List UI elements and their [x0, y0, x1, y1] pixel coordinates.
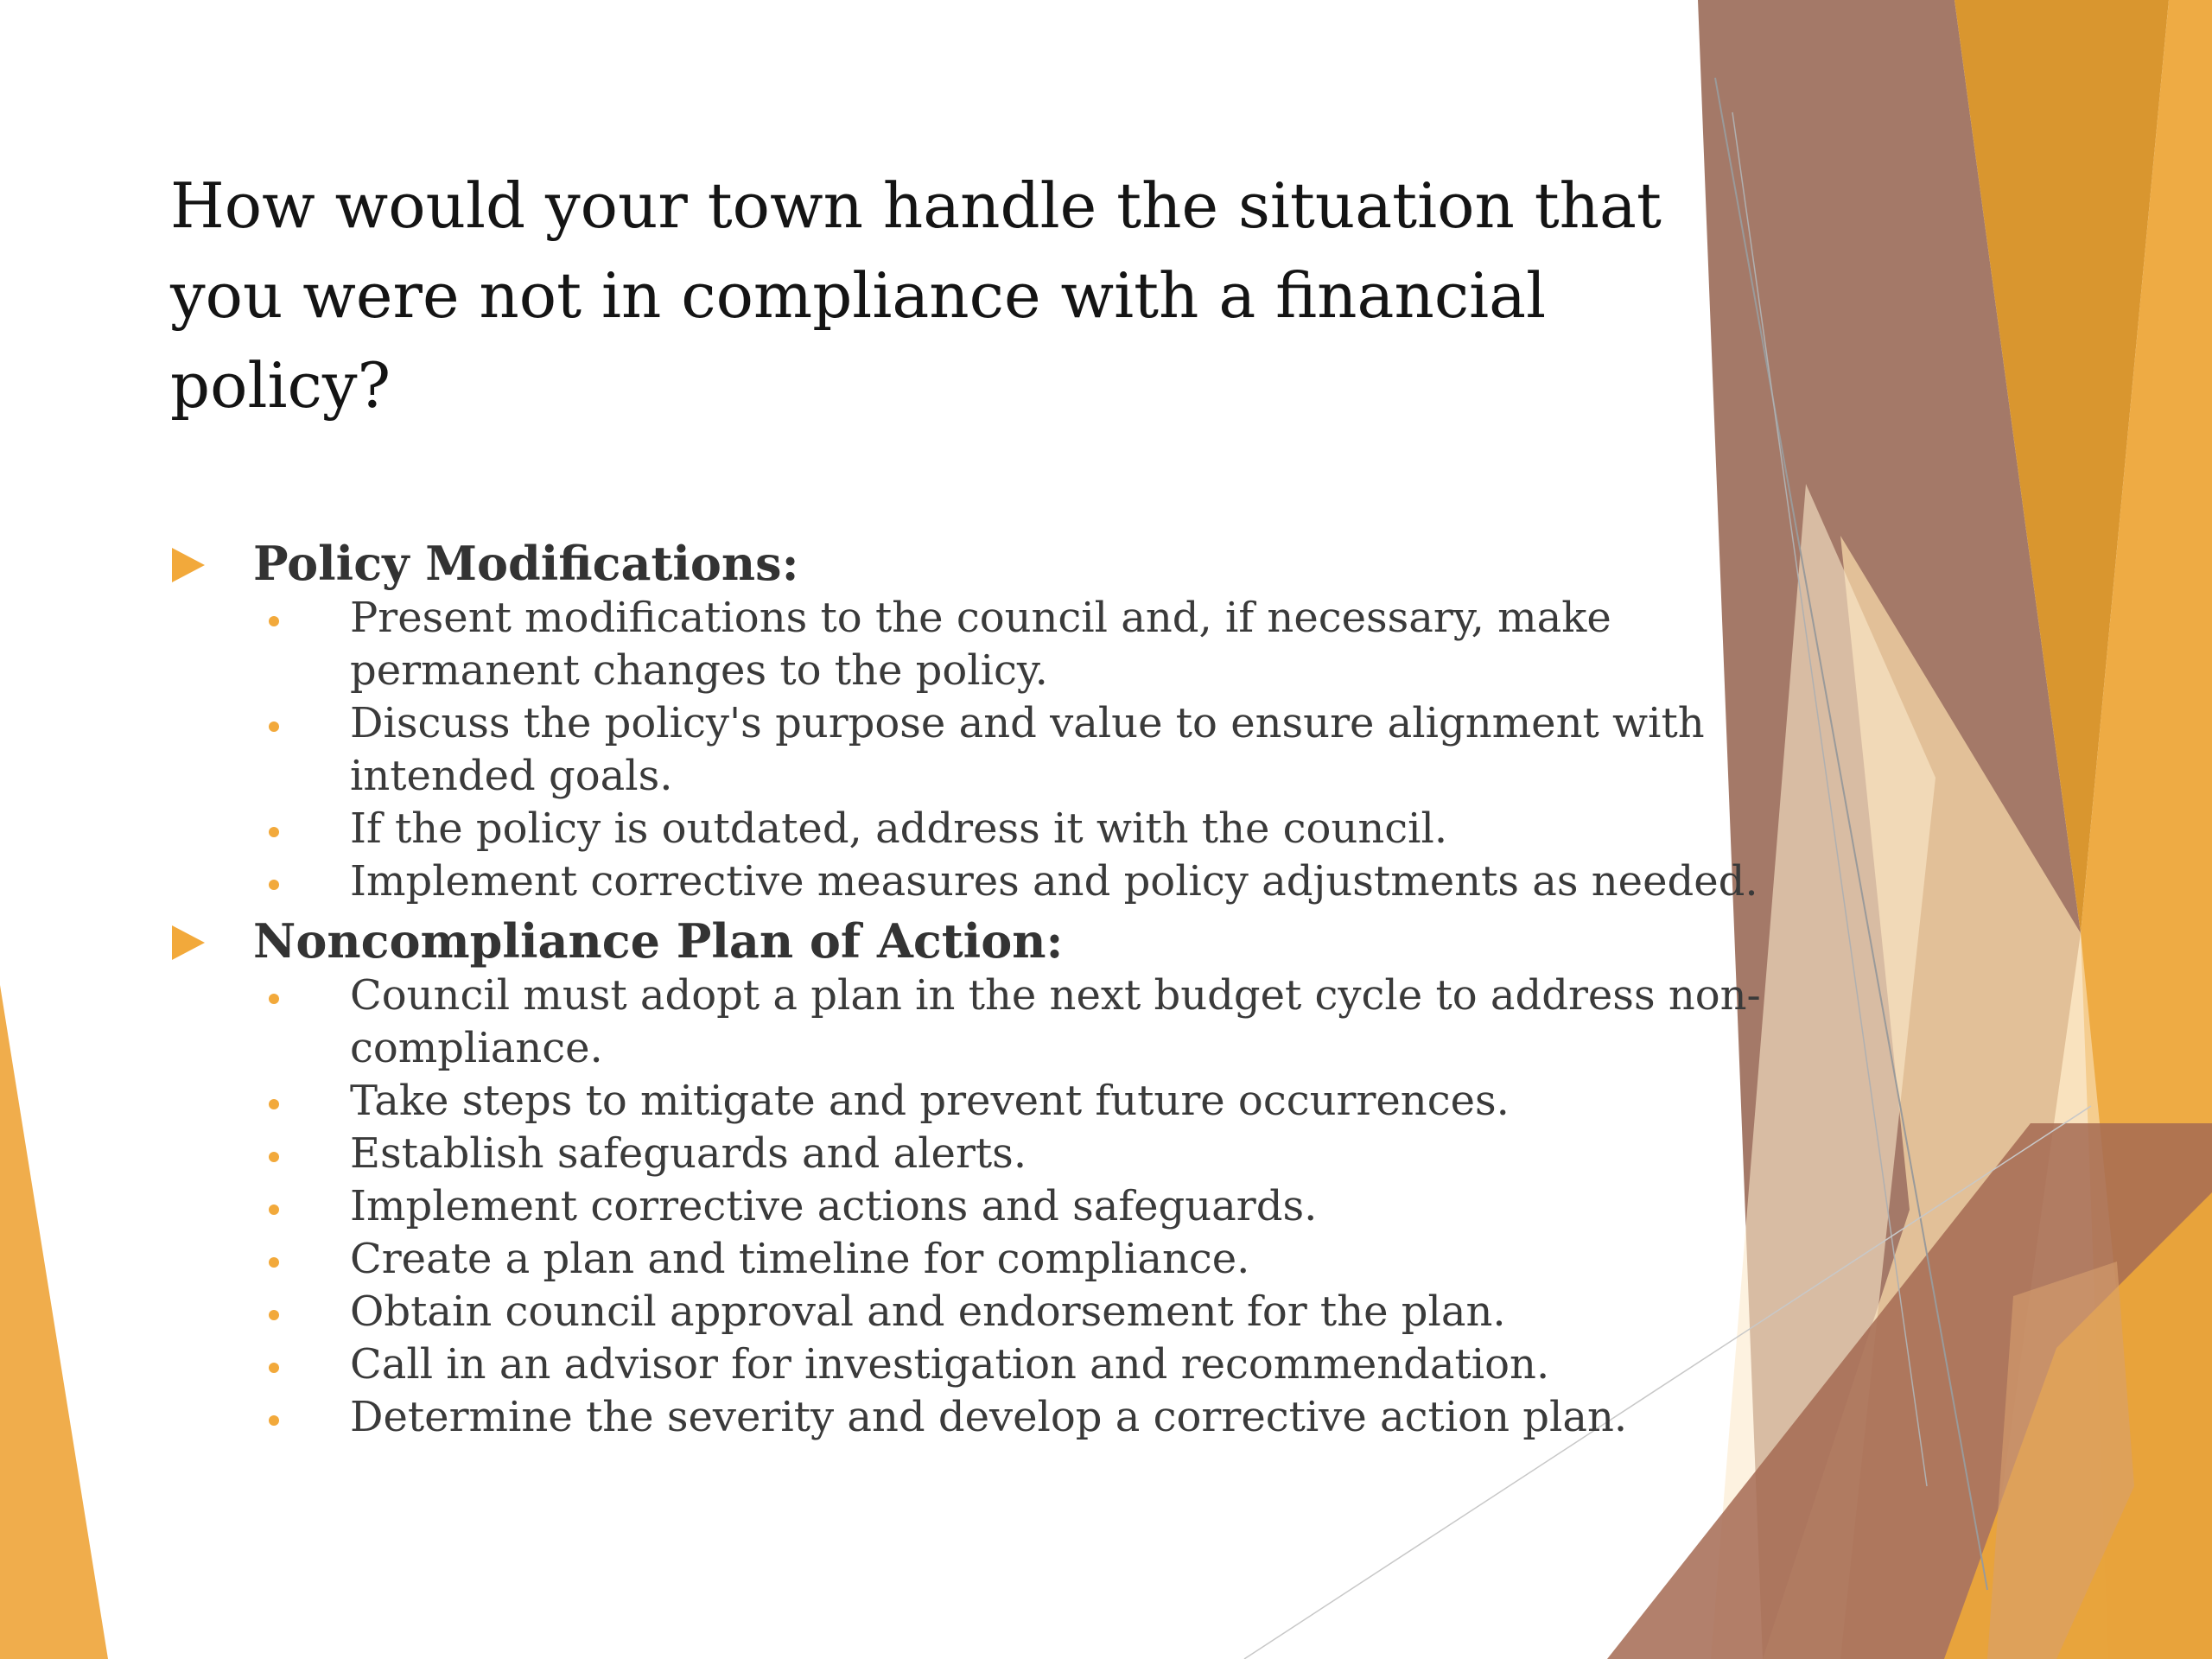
list-item: [0, 1180, 1836, 1233]
dot-bullet-icon: [269, 1415, 279, 1426]
list-item-text: Council must adopt a plan in the next budget cycle to address non-compliance.: [350, 971, 1761, 1072]
list-item: [0, 1286, 1836, 1338]
list-item-text: Discuss the policy's purpose and value to ensure alignment with intended goals.: [350, 699, 1705, 800]
triangle-bullet-icon: [172, 548, 205, 582]
list-item: [0, 855, 1836, 908]
list-item: [0, 1075, 1836, 1128]
slide-title: How would your town handle the situation that you were not in compliance with a financial policy?: [170, 169, 1662, 422]
dot-bullet-icon: [269, 1310, 279, 1320]
bullet-list: [0, 969, 1836, 1444]
list-item-text: Determine the severity and develop a corrective action plan.: [350, 1393, 1628, 1441]
list-item-text: Create a plan and timeline for compliance.: [350, 1235, 1250, 1283]
triangle-bullet-icon: [172, 925, 205, 960]
dot-bullet-icon: [269, 994, 279, 1004]
list-item: [0, 803, 1836, 855]
dot-bullet-icon: [269, 1099, 279, 1109]
section-heading: [0, 533, 1815, 594]
bullet-list: [0, 592, 1836, 908]
list-item-text: Implement corrective actions and safeguards.: [350, 1182, 1318, 1230]
list-item-text: Establish safeguards and alerts.: [350, 1129, 1027, 1178]
list-item: [0, 1338, 1836, 1391]
list-item-text: Implement corrective measures and policy adjustments as needed.: [350, 857, 1758, 906]
section-heading-text: Noncompliance Plan of Action:: [253, 913, 1064, 969]
section-heading: [0, 911, 1815, 971]
list-item: [0, 969, 1836, 1075]
dot-bullet-icon: [269, 827, 279, 837]
list-item: [0, 592, 1836, 697]
dot-bullet-icon: [269, 1363, 279, 1373]
dot-bullet-icon: [269, 1152, 279, 1162]
dot-bullet-icon: [269, 880, 279, 890]
dot-bullet-icon: [269, 1257, 279, 1268]
list-item-text: Present modifications to the council and, if necessary, make permanent changes to the policy.: [350, 594, 1611, 695]
section-heading-text: Policy Modifications:: [253, 536, 799, 591]
list-item: [0, 1233, 1836, 1286]
list-item: [0, 697, 1836, 803]
dot-bullet-icon: [269, 721, 279, 732]
list-item-text: Call in an advisor for investigation and recommendation.: [350, 1340, 1550, 1389]
dot-bullet-icon: [269, 1205, 279, 1215]
list-item-text: Obtain council approval and endorsement for the plan.: [350, 1287, 1506, 1336]
list-item-text: Take steps to mitigate and prevent future occurrences.: [350, 1077, 1510, 1125]
list-item-text: If the policy is outdated, address it with the council.: [350, 804, 1448, 853]
list-item: [0, 1391, 1836, 1444]
dot-bullet-icon: [269, 616, 279, 626]
list-item: [0, 1128, 1836, 1180]
